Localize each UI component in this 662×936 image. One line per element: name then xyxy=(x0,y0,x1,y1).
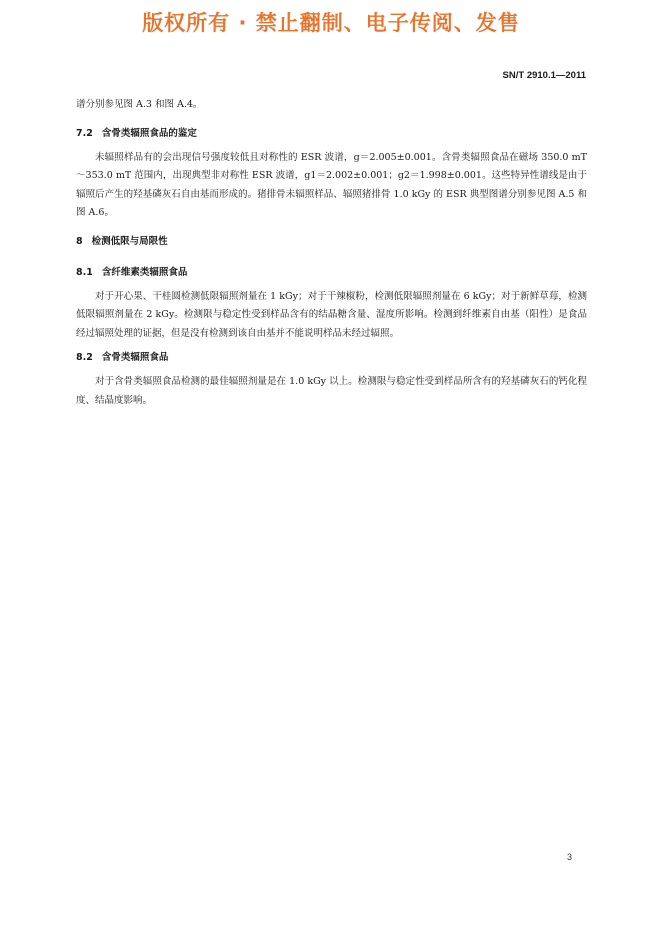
section-title: 含骨类辐照食品 xyxy=(101,352,169,363)
section-number: 8.2 xyxy=(76,352,93,363)
section-title: 含骨类辐照食品的鉴定 xyxy=(101,127,197,139)
section-title: 检测低限与局限性 xyxy=(91,235,168,247)
continued-paragraph: 谱分别参见图 A.3 和图 A.4。 xyxy=(76,99,203,110)
section-8-1-paragraph: 对于开心果、干桂圆检测低限辐照剂量在 1 kGy；对于干辣椒粉，检测低限辐照剂量在 6 kGy；对于新鲜草莓，检测低限辐照剂量在 2 kGy。检测限与稳定性受到样品含有的结晶糖含量、湿度所影响。检测到纤维素自由基（阳性）是食品经过辐照处理的证据，但是没有检测到该自由基并不能说明样品未经过辐照。 xyxy=(76,290,587,339)
section-heading-8-2 xyxy=(76,349,587,367)
section-number: 7.2 xyxy=(76,127,93,139)
section-number: 8.1 xyxy=(76,266,93,278)
section-title: 含纤维素类辐照食品 xyxy=(101,266,188,278)
standard-code: SN/T 2910.1—2011 xyxy=(502,70,586,81)
section-heading-8-1 xyxy=(76,264,587,282)
copyright-watermark: 版权所有 · 禁止翻制、电子传阅、发售 xyxy=(142,11,520,35)
section-heading-7-2 xyxy=(76,125,587,143)
document-body xyxy=(76,96,587,410)
section-7-2-paragraph: 未辐照样品有的会出现信号强度较低且对称性的 ESR 波谱，g＝2.005±0.001。含骨类辐照食品在磁场 350.0 mT～353.0 mT 范围内，出现典型非对称性 ESR 波谱，g1＝2.002±0.001；g2＝1.998±0.001。这些特异性谱线是由于辐照后产生的羟基磷灰石自由基而形成的。猪排骨未辐照样品、辐照猪排骨 1.0 kGy 的 ESR 典型图谱分别参见图 A.5 和图 A.6。 xyxy=(76,151,587,218)
section-heading-8 xyxy=(76,233,587,251)
section-8-2-paragraph: 对于含骨类辐照食品检测的最佳辐照剂量是在 1.0 kGy 以上。检测限与稳定性受到样品所含有的羟基磷灰石的钙化程度、结晶度影响。 xyxy=(76,376,587,406)
section-number: 8 xyxy=(76,235,83,247)
page-number: 3 xyxy=(566,852,572,862)
